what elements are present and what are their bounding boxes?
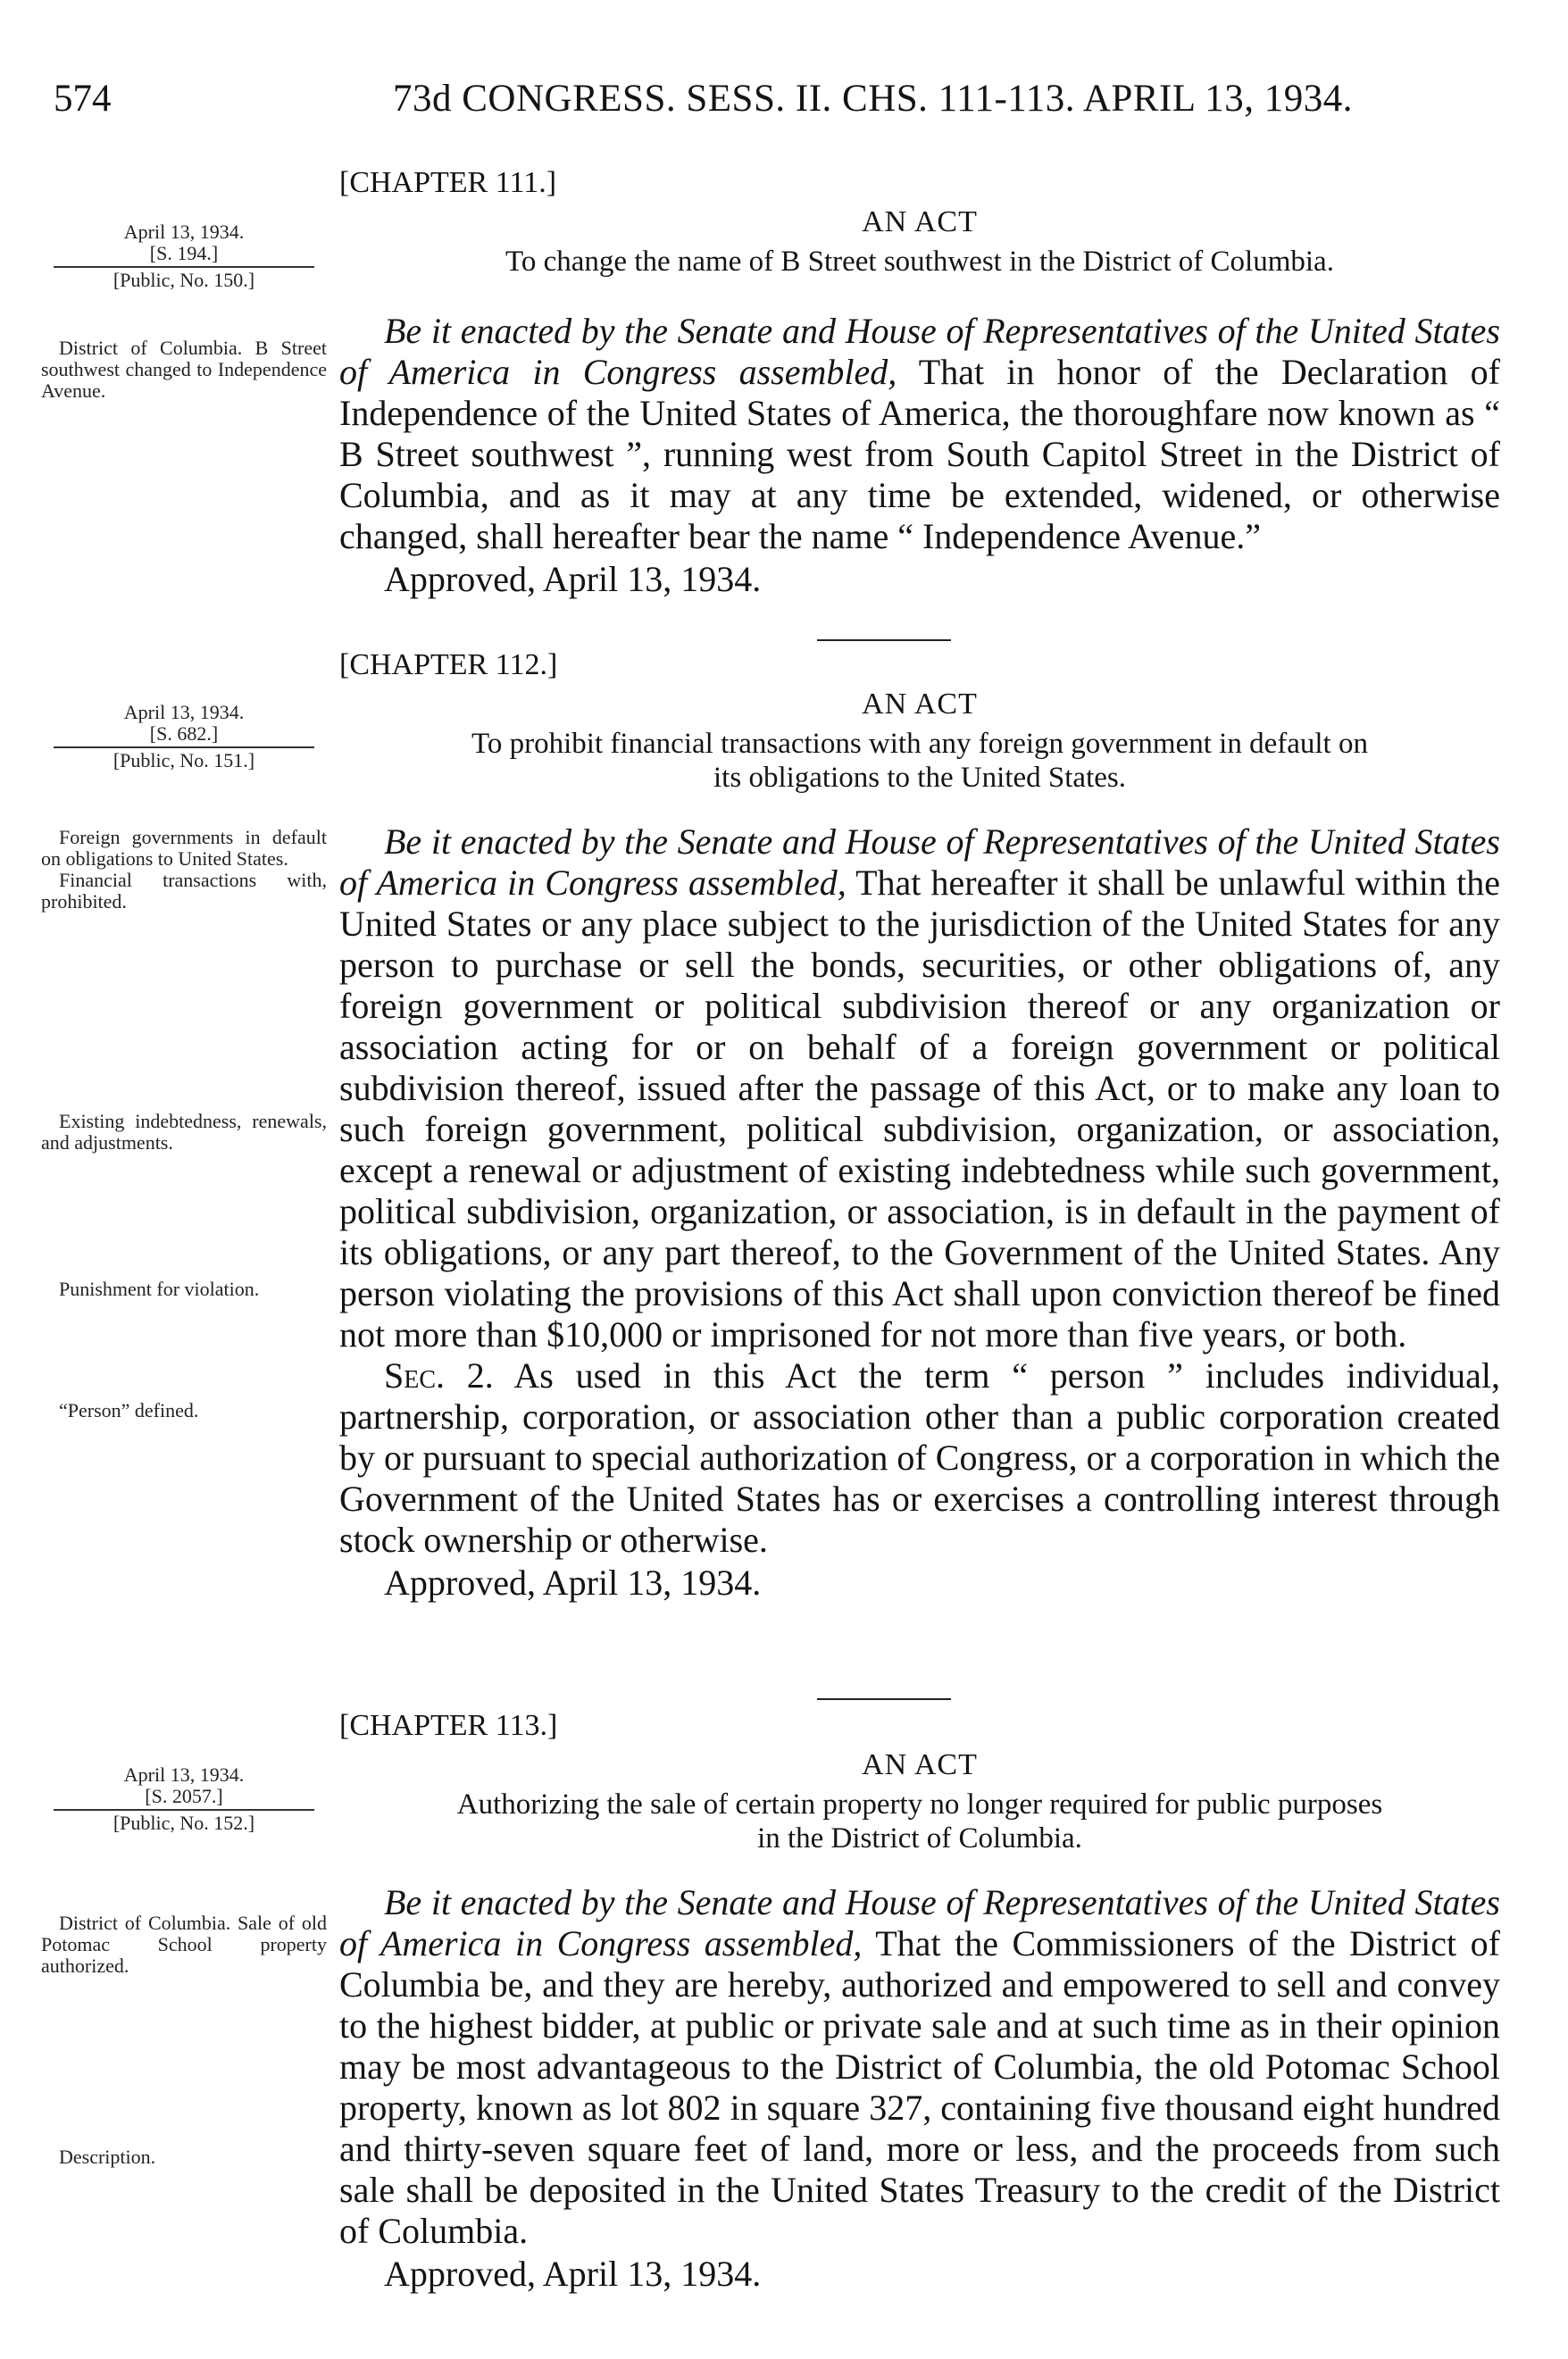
chapter-112 [339, 648, 1500, 1604]
running-title: 73d CONGRESS. SESS. II. CHS. 111-113. APRIL 13, 1934. [393, 78, 1353, 120]
margin-public-law: [Public, No. 151.] [113, 749, 255, 771]
running-header [54, 77, 1500, 130]
margin-citation-ch112 [41, 702, 327, 771]
chapter-heading: [CHAPTER 111.] [339, 166, 557, 199]
sidenote-ch112-4: “Person” defined. [59, 1399, 199, 1421]
margin-bill: [S. 194.] [149, 242, 219, 264]
margin-rule [54, 266, 314, 268]
approved-line: Approved, April 13, 1934. [384, 1563, 762, 1603]
act-text: That in honor of the Declaration of Independence of the United States of America, the thoroughfare now known as “ B Street southwest ”, running west from South Capitol Street in the District of Columbia, and as it may at any time be extended, widened, or otherwise changed, shall hereafter bear the name “ Independence Avenue.” [339, 352, 1500, 556]
sidenote-ch112-1: Foreign governments in default on obligations to United States. Financial transactions with, prohibited. [41, 826, 327, 913]
sidenote-ch112-3: Punishment for violation. [59, 1278, 260, 1300]
margin-bill: [S. 2057.] [145, 1785, 223, 1807]
act-label: AN ACT [862, 1748, 978, 1781]
act-body [339, 311, 1500, 557]
margin-date: April 13, 1934. [123, 701, 245, 723]
page-number: 574 [54, 78, 112, 120]
act-label: AN ACT [862, 205, 978, 238]
act-title: To prohibit financial transactions with any foreign government in default on its obligations to the United States. [471, 728, 1368, 794]
act-text: That the Commissioners of the District of Columbia be, and they are hereby, authorized and empowered to sell and convey to the highest bidder, at public or private sale and at such time as in their opinion may be most advantageous to the District of Columbia, the old Potomac School property, known as lot 802 in square 327, containing five thousand eight hundred and thirty-seven square feet of land, more or less, and the proceeds from such sale shall be deposited in the United States Treasury to the credit of the District of Columbia. [339, 1923, 1500, 2251]
margin-bill: [S. 682.] [149, 722, 219, 745]
act-text: That hereafter it shall be unlawful within the United States or any place subject to the jurisdiction of the United States for any person to purchase or sell the bonds, securities, or other obligations of, any foreign government or political subdivision thereof or any organization or association acting for or on behalf of a foreign government or political subdivision thereof, issued after the passage of this Act, or to make any loan to such foreign government, political subdivision, organization, or association, except a renewal or adjustment of existing indebtedness while such government, political subdivision, organization, or association, is in default in the payment of its obligations, or any part thereof, to the Government of the United States. Any person violating the provisions of this Act shall upon conviction thereof be fined not more than $10,000 or imprisoned for not more than five years, or both. [339, 863, 1500, 1355]
act-body [339, 821, 1500, 1561]
sidenote-ch113-1: District of Columbia. Sale of old Potomac School property authorized. [41, 1912, 327, 1977]
margin-rule [54, 1809, 314, 1811]
margin-public-law: [Public, No. 150.] [113, 269, 255, 291]
chapter-111 [339, 166, 1500, 600]
chapter-divider [817, 1698, 951, 1700]
margin-rule [54, 746, 314, 748]
margin-citation-ch113 [41, 1764, 327, 1834]
sidenote-ch113-2: Description. [59, 2146, 156, 2168]
sidenote-ch112-2: Existing indebtedness, renewals, and adjustments. [41, 1110, 327, 1154]
act-title: Authorizing the sale of certain property no longer required for public purposes in the District of Columbia. [456, 1788, 1383, 1855]
margin-date: April 13, 1934. [123, 1763, 245, 1786]
sidenote-ch111-1: District of Columbia. B Street southwest changed to Independence Avenue. [41, 337, 327, 402]
chapter-divider [817, 639, 951, 641]
enacting-clause: Be it enacted by the Senate and House of Representatives of the United States of America in Congress assembled, [339, 311, 1500, 392]
section-text: As used in this Act the term “ person ” includes individual, partnership, corporation, or association other than a public corporation created by or pursuant to special authorization of Congress, or a corporation in which the Government of the United States has or exercises a controlling interest through stock ownership or otherwise. [339, 1355, 1500, 1560]
enacting-clause: Be it enacted by the Senate and House of Representatives of the United States of America in Congress assembled, [339, 821, 1500, 903]
margin-public-law: [Public, No. 152.] [113, 1812, 255, 1834]
chapter-heading: [CHAPTER 112.] [339, 648, 558, 681]
chapter-113 [339, 1709, 1500, 2295]
act-title: To change the name of B Street southwest in the District of Columbia. [505, 246, 1334, 278]
act-body [339, 1882, 1500, 2252]
margin-date: April 13, 1934. [123, 221, 245, 243]
section-label: Sec. 2. [384, 1355, 494, 1396]
approved-line: Approved, April 13, 1934. [384, 559, 762, 599]
margin-citation-ch111 [41, 221, 327, 291]
enacting-clause: Be it enacted by the Senate and House of Representatives of the United States of America in Congress assembled, [339, 1882, 1500, 1963]
approved-line: Approved, April 13, 1934. [384, 2254, 762, 2294]
chapter-heading: [CHAPTER 113.] [339, 1709, 558, 1742]
act-label: AN ACT [862, 688, 978, 721]
